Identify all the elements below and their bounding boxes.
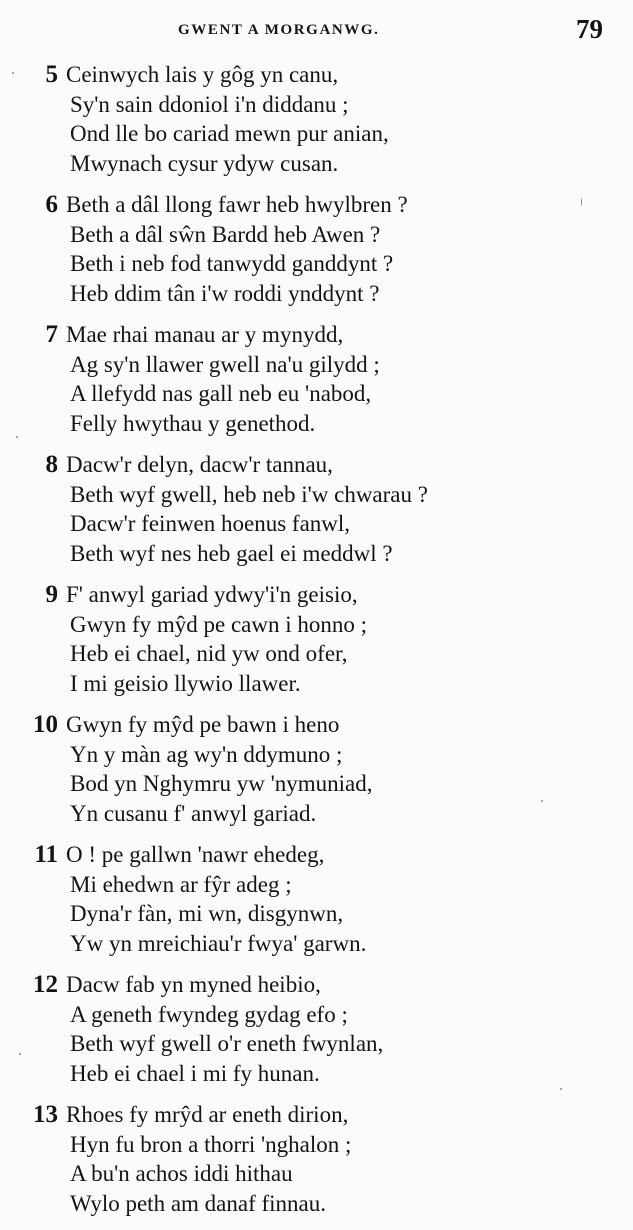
- verse-line: Yw yn mreichiau'r fwya' garwn.: [70, 930, 367, 956]
- page-number: 79: [576, 14, 603, 44]
- paper-speck: [16, 436, 18, 438]
- paper-speck: [541, 800, 543, 802]
- verse-number: 13: [33, 1101, 58, 1128]
- verse-number: 9: [45, 581, 58, 608]
- poem: [0, 60, 633, 1230]
- stanza-9: [0, 580, 633, 698]
- verse-line: Beth wyf gwell o'r eneth fwynlan,: [70, 1031, 384, 1056]
- paper-speck: [19, 1053, 21, 1055]
- stanza-12: [0, 970, 633, 1088]
- paper-speck: [560, 1088, 562, 1090]
- verse-line: Beth wyf nes heb gael ei meddwl ?: [70, 540, 393, 566]
- verse-line: Beth a dâl llong fawr heb hwylbren ?: [66, 192, 408, 217]
- verse-line: Mi ehedwn ar fŷr adeg ;: [70, 871, 292, 897]
- verse-line: Sy'n sain ddoniol i'n diddanu ;: [70, 91, 349, 117]
- verse-number: 8: [45, 451, 58, 478]
- stanza-11: [0, 840, 633, 958]
- stanza-10: [0, 710, 633, 828]
- verse-line: F' anwyl gariad ydwy'i'n geisio,: [66, 582, 358, 607]
- stanza-8: [0, 450, 633, 568]
- verse-number: 5: [45, 61, 58, 88]
- verse-line: A llefydd nas gall neb eu 'nabod,: [70, 381, 372, 406]
- verse-line: A bu'n achos iddi hithau: [70, 1161, 293, 1186]
- verse-line: I mi geisio llywio llawer.: [70, 670, 301, 696]
- stanza-13: [0, 1100, 633, 1218]
- running-head: [0, 14, 633, 44]
- verse-line: Mwynach cysur ydyw cusan.: [70, 150, 339, 176]
- stanza-5: [0, 60, 633, 178]
- verse-line: A geneth fwyndeg gydag efo ;: [70, 1001, 348, 1027]
- verse-line: Yn cusanu f' anwyl gariad.: [70, 800, 317, 826]
- verse-line: Yn y màn ag wy'n ddymuno ;: [70, 741, 343, 767]
- verse-number: 11: [34, 841, 58, 868]
- verse-number: 12: [33, 971, 58, 998]
- verse-line: Beth a dâl sŵn Bardd heb Awen ?: [70, 221, 381, 247]
- verse-line: Felly hwythau y genethod.: [70, 410, 316, 436]
- verse-line: Gwyn fy mŷd pe bawn i heno: [66, 712, 340, 737]
- verse-line: Ond lle bo cariad mewn pur anian,: [70, 121, 389, 146]
- verse-line: Ag sy'n llawer gwell na'u gilydd ;: [70, 351, 380, 377]
- verse-line: Dacw'r delyn, dacw'r tannau,: [66, 452, 333, 477]
- verse-line: Dyna'r fàn, mi wn, disgynwn,: [70, 901, 344, 926]
- verse-line: O ! pe gallwn 'nawr ehedeg,: [66, 842, 325, 867]
- verse-line: Heb ei chael i mi fy hunan.: [70, 1060, 320, 1086]
- verse-line: Gwyn fy mŷd pe cawn i honno ;: [70, 611, 368, 637]
- verse-line: Beth wyf gwell, heb neb i'w chwarau ?: [70, 481, 428, 507]
- verse-line: Mae rhai manau ar y mynydd,: [66, 322, 344, 347]
- verse-line: Wylo peth am danaf finnau.: [70, 1190, 326, 1216]
- verse-line: Heb ei chael, nid yw ond ofer,: [70, 641, 348, 666]
- paper-speck: [12, 72, 14, 74]
- verse-line: Beth i neb fod tanwydd ganddynt ?: [70, 251, 394, 276]
- verse-number: 6: [45, 191, 58, 218]
- verse-line: Dacw'r feinwen hoenus fanwl,: [70, 511, 351, 536]
- verse-number: 7: [45, 321, 58, 348]
- verse-line: Ceinwych lais y gôg yn canu,: [66, 62, 339, 87]
- verse-line: Dacw fab yn myned heibio,: [66, 972, 321, 997]
- verse-line: Hyn fu bron a thorri 'nghalon ;: [70, 1131, 352, 1157]
- running-title: GWENT A MORGANWG.: [178, 22, 380, 38]
- verse-number: 10: [33, 711, 58, 738]
- stanza-7: [0, 320, 633, 438]
- paper-speck: [581, 198, 582, 206]
- verse-line: Rhoes fy mrŷd ar eneth dirion,: [66, 1102, 349, 1127]
- verse-line: Heb ddim tân i'w roddi ynddynt ?: [70, 280, 380, 306]
- verse-line: Bod yn Nghymru yw 'nymuniad,: [70, 771, 373, 796]
- stanza-6: [0, 190, 633, 308]
